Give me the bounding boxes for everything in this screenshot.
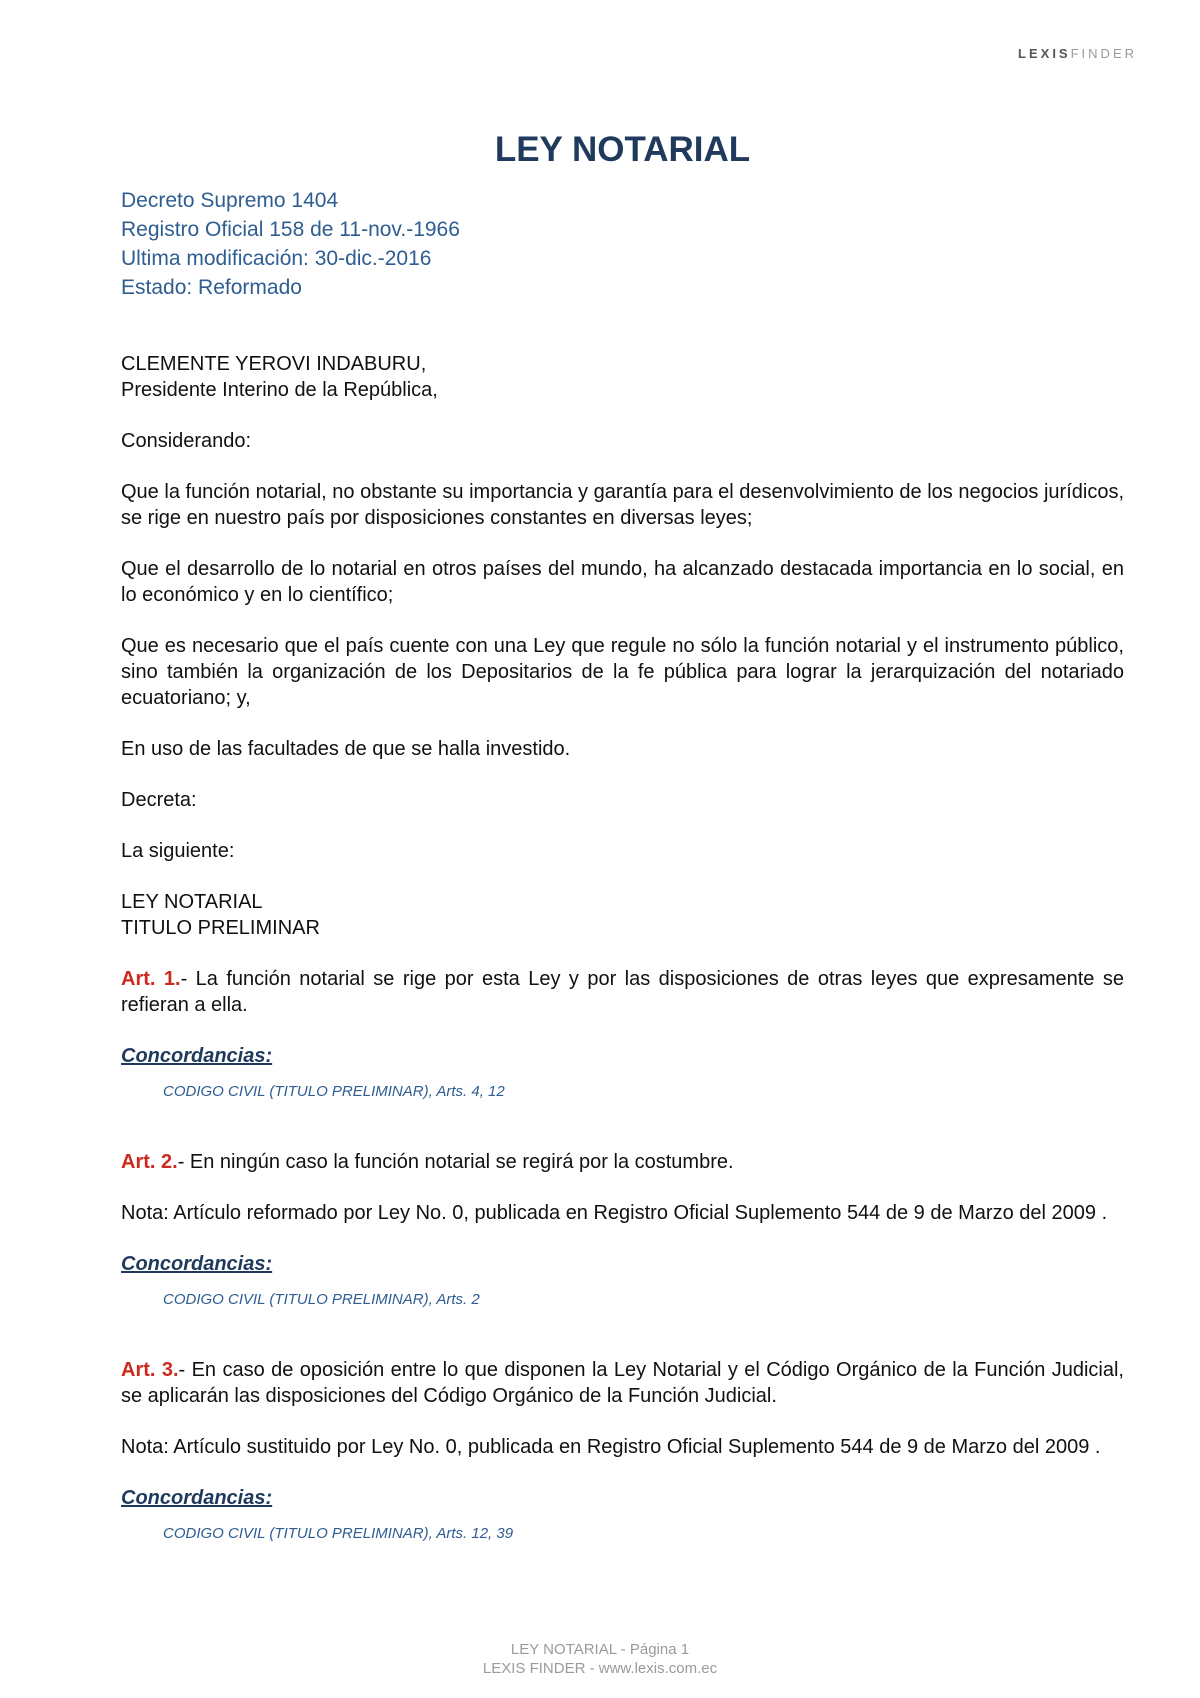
law-heading xyxy=(121,889,1124,941)
meta-decree: Decreto Supremo 1404 xyxy=(121,189,339,212)
brand-logo xyxy=(1018,46,1137,61)
decrees-heading: Decreta: xyxy=(121,789,197,811)
article-number: Art. 2. xyxy=(121,1151,178,1173)
article-text: - En ningún caso la función notarial se regirá por la costumbre. xyxy=(177,1151,734,1173)
law-name: LEY NOTARIAL xyxy=(121,891,263,913)
considering-heading: Considerando: xyxy=(121,430,252,452)
article-2 xyxy=(121,1149,1124,1175)
brand-logo-part1: LEXIS xyxy=(1018,46,1071,61)
article-number: Art. 3. xyxy=(121,1359,179,1381)
article-note: Nota: Artículo reformado por Ley No. 0, publicada en Registro Oficial Suplemento 544 de 9 de Marzo del 2009 . xyxy=(121,1202,1108,1224)
article-note: Nota: Artículo sustituido por Ley No. 0, publicada en Registro Oficial Suplemento 544 de 9 de Marzo del 2009 . xyxy=(121,1436,1101,1458)
footer-page-label: LEY NOTARIAL - Página 1 xyxy=(510,1641,690,1658)
concordances-heading: Concordancias: xyxy=(121,1253,273,1275)
section-title: TITULO PRELIMINAR xyxy=(121,917,320,939)
following-heading: La siguiente: xyxy=(121,840,235,862)
signer-name: CLEMENTE YEROVI INDABURU, xyxy=(121,353,427,375)
meta-last-modified: Ultima modificación: 30-dic.-2016 xyxy=(121,247,432,270)
document-metadata xyxy=(121,186,1124,302)
document-title: LEY NOTARIAL xyxy=(494,130,751,169)
brand-logo-part2: FINDER xyxy=(1070,46,1137,61)
document-body xyxy=(121,351,1124,1547)
signer-title: Presidente Interino de la República, xyxy=(121,379,438,401)
meta-status: Estado: Reformado xyxy=(121,276,302,299)
article-number: Art. 1. xyxy=(121,968,181,990)
concordance-reference: CODIGO CIVIL (TITULO PRELIMINAR), Arts. 12, 39 xyxy=(163,1525,514,1542)
document-content xyxy=(121,130,1124,1547)
signer-block xyxy=(121,351,1124,403)
article-text: - La función notarial se rige por esta Ley y por las disposiciones de otras leyes que expresamente se refieran a ella. xyxy=(121,968,1124,1016)
preamble-paragraph-2: Que el desarrollo de lo notarial en otros países del mundo, ha alcanzado destacada importancia en lo social, en lo económico y en lo científico; xyxy=(121,558,1124,606)
article-1 xyxy=(121,966,1124,1018)
concordances-heading: Concordancias: xyxy=(121,1487,273,1509)
page-footer xyxy=(0,1640,1200,1678)
article-3 xyxy=(121,1357,1124,1409)
concordance-reference: CODIGO CIVIL (TITULO PRELIMINAR), Arts. 4, 12 xyxy=(163,1083,505,1100)
concordances-heading: Concordancias: xyxy=(121,1045,273,1067)
preamble-paragraph-4: En uso de las facultades de que se halla investido. xyxy=(121,738,571,760)
concordance-reference: CODIGO CIVIL (TITULO PRELIMINAR), Arts. 2 xyxy=(163,1291,480,1308)
preamble-paragraph-1: Que la función notarial, no obstante su importancia y garantía para el desenvolvimiento de los negocios jurídicos, se rige en nuestro país por disposiciones constantes en diversas leyes; xyxy=(121,481,1124,529)
meta-registry: Registro Oficial 158 de 11-nov.-1966 xyxy=(121,218,460,241)
preamble-paragraph-3: Que es necesario que el país cuente con una Ley que regule no sólo la función notarial y el instrumento público, sino también la organización de los Depositarios de la fe pública para lograr la jerarquización del notariado ecuatoriano; y, xyxy=(121,635,1124,709)
article-text: - En caso de oposición entre lo que disponen la Ley Notarial y el Código Orgánico de la Función Judicial, se aplicarán las disposiciones del Código Orgánico de la Función Judicial. xyxy=(121,1359,1124,1407)
footer-site: LEXIS FINDER - www.lexis.com.ec xyxy=(482,1660,718,1677)
